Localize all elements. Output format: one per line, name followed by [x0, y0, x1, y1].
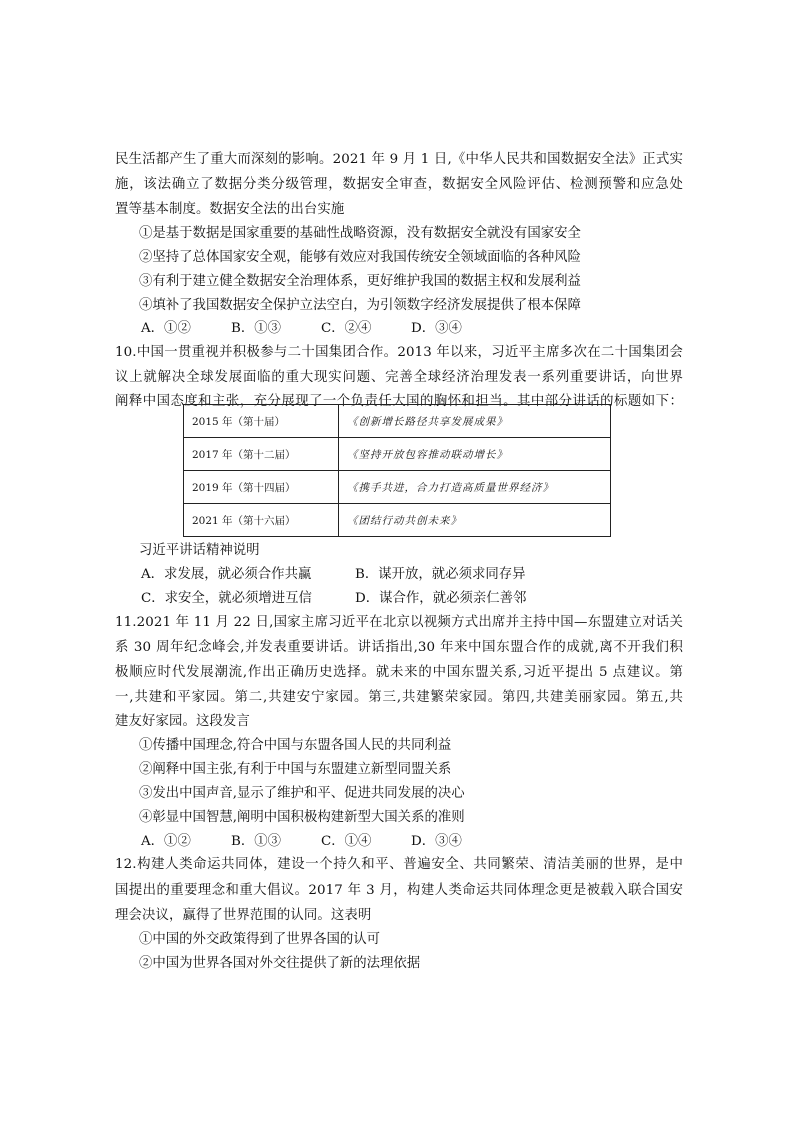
- q11-stem-line: 极顺应时代发展潮流,作出正确历史选择。就未来的中国东盟关系,习近平提出 5 点建议。第: [115, 665, 683, 680]
- q12-item: ②中国为世界各国对外交往提供了新的法理依据: [139, 956, 421, 971]
- q10-stem-line: 议上就解决全球发展面临的重大现实问题、完善全球经济治理发表一系列重要讲话，向世界: [115, 370, 683, 385]
- table-row: [184, 438, 611, 471]
- table-cell-title: 《携手共进，合力打造高质量世界经济》: [339, 471, 611, 504]
- q11-item: ③发出中国声音,显示了维护和平、促进共同发展的决心: [139, 786, 465, 801]
- q9-choice-b: B．①③: [231, 321, 282, 336]
- q10-choice-d: D．谋合作，就必须亲仁善邻: [355, 591, 527, 606]
- q11-choice-c: C．①④: [321, 834, 372, 849]
- q12-stem-line: 理会决议，赢得了世界范围的认同。这表明: [115, 908, 372, 923]
- table-cell-title: 《创新增长路径共享发展成果》: [339, 405, 611, 438]
- table-row: [184, 504, 611, 537]
- q9-item: ①是基于数据是国家重要的基础性战略资源，没有数据安全就没有国家安全: [139, 226, 581, 241]
- q11-choice-d: D．③④: [411, 834, 462, 849]
- table-cell-title: 《坚持开放包容推动联动增长》: [339, 438, 611, 471]
- q9-stem-line: 民生活都产生了重大而深刻的影响。2021 年 9 月 1 日,《中华人民共和国数据安全法》正式实: [115, 152, 683, 167]
- q10-stem-line: 10.中国一贯重视并积极参与二十国集团合作。2013 年以来，习近平主席多次在二十国集团会: [115, 345, 683, 360]
- q9-stem-line: 施，该法确立了数据分类分级管理，数据安全审查，数据安全风险评估、检测预警和应急处: [115, 177, 683, 192]
- q12-stem-line: 国提出的重要理念和重大倡议。2017 年 3 月，构建人类命运共同体理念更是被载入联合国安: [115, 883, 683, 898]
- q12-stem-line: 12.构建人类命运共同体，建设一个持久和平、普遍安全、共同繁荣、清洁美丽的世界，是中: [115, 857, 683, 872]
- table-row: [184, 405, 611, 438]
- q11-stem-line: 建友好家园。这段发言: [115, 714, 250, 729]
- q11-choice-b: B．①③: [231, 834, 282, 849]
- table-cell-title: 《团结行动共创未来》: [339, 504, 611, 537]
- q11-choice-a: A．①②: [141, 834, 191, 849]
- table-cell-session: 2019 年（第十四届）: [184, 471, 339, 504]
- q9-choice-c: C．②④: [321, 321, 372, 336]
- q10-choice-b: B．谋开放，就必须求同存异: [355, 567, 526, 582]
- q11-item: ①传播中国理念,符合中国与东盟各国人民的共同利益: [139, 738, 452, 753]
- q10-choice-c: C．求安全，就必须增进互信: [141, 591, 312, 606]
- q10-lead: 习近平讲话精神说明: [139, 543, 260, 558]
- q11-item: ④彰显中国智慧,阐明中国积极构建新型大国关系的准则: [139, 810, 465, 825]
- q12-item: ①中国的外交政策得到了世界各国的认可: [139, 932, 381, 947]
- q9-stem-line: 置等基本制度。数据安全法的出台实施: [115, 202, 345, 217]
- q9-choice-d: D．③④: [411, 321, 462, 336]
- q11-stem-line: 11.2021 年 11 月 22 日,国家主席习近平在北京以视频方式出席并主持中国—东盟建立对话关: [115, 615, 683, 630]
- table-row: [184, 471, 611, 504]
- table-cell-session: 2021 年（第十六届）: [184, 504, 339, 537]
- q11-stem-line: 系 30 周年纪念峰会,并发表重要讲话。讲话指出,30 年来中国东盟合作的成就,离不开我们积: [115, 640, 683, 655]
- q11-stem-line: 一,共建和平家园。第二,共建安宁家园。第三,共建繁荣家园。第四,共建美丽家园。第五,共: [115, 690, 683, 705]
- q9-item: ④填补了我国数据安全保护立法空白，为引领数字经济发展提供了根本保障: [139, 298, 581, 313]
- q10-stem-line: 阐释中国态度和主张，充分展现了一个负责任大国的胸怀和担当。其中部分讲话的标题如下：: [115, 394, 683, 409]
- q11-item: ②阐释中国主张,有利于中国与东盟建立新型同盟关系: [139, 762, 452, 777]
- table-cell-session: 2017 年（第十二届）: [184, 438, 339, 471]
- table-cell-session: 2015 年（第十届）: [184, 405, 339, 438]
- speech-title-table: [183, 404, 611, 537]
- q9-choice-a: A．①②: [141, 321, 191, 336]
- q10-choice-a: A．求发展，就必须合作共赢: [141, 567, 312, 582]
- q9-item: ②坚持了总体国家安全观，能够有效应对我国传统安全领域面临的各种风险: [139, 250, 581, 265]
- q9-item: ③有利于建立健全数据安全治理体系，更好维护我国的数据主权和发展利益: [139, 274, 581, 289]
